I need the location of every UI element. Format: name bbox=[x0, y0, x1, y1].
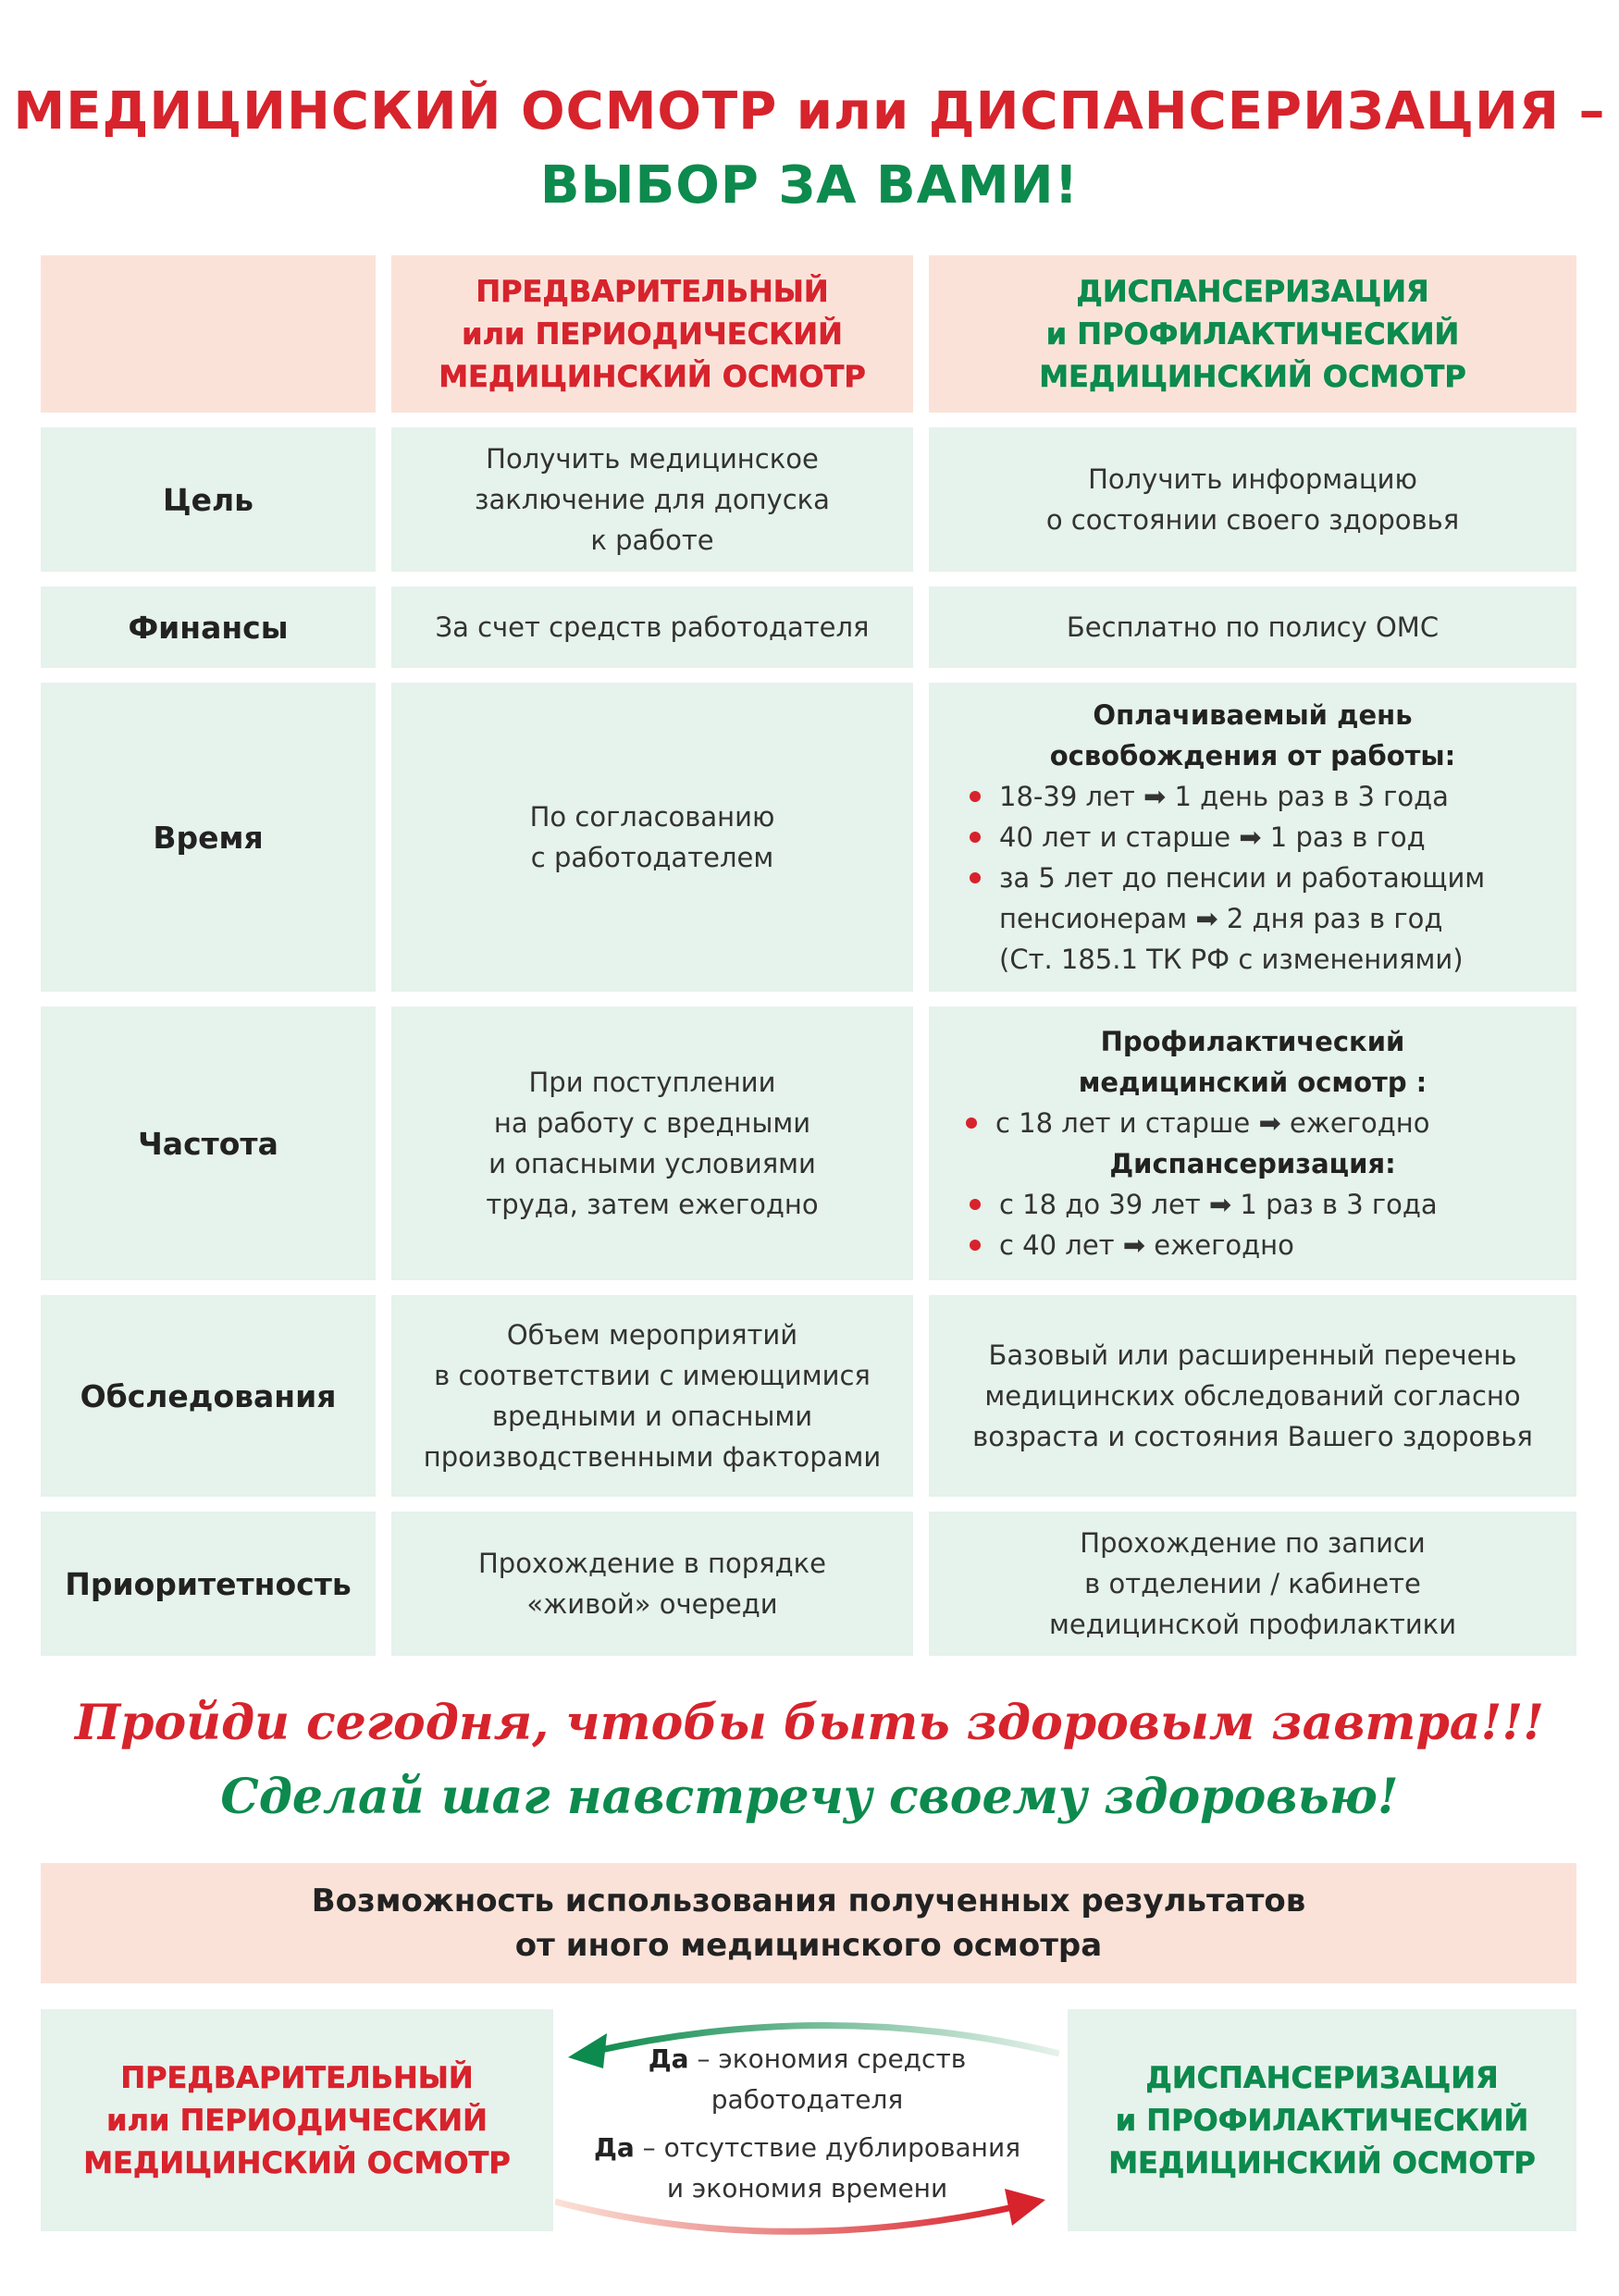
exchange-text-1b: работодателя bbox=[711, 2084, 904, 2115]
text-line: и опасными условиями bbox=[488, 1148, 816, 1179]
text-line: в отделении / кабинете bbox=[1084, 1568, 1421, 1599]
text-line: При поступлении bbox=[528, 1067, 776, 1098]
box-line: ПРЕДВАРИТЕЛЬНЫЙ bbox=[120, 2060, 474, 2095]
time-right-title: Оплачиваемый день bbox=[1093, 699, 1413, 731]
text-line: на работу с вредными bbox=[493, 1107, 811, 1139]
list-item: 18-39 лет ➡ 1 день раз в 3 года bbox=[966, 776, 1485, 817]
text-line: с работодателем bbox=[530, 842, 774, 873]
text-line: Объем мероприятий bbox=[506, 1319, 798, 1351]
exchange-text-1 bbox=[555, 2039, 1059, 2080]
text-line: возраста и состояния Вашего здоровья bbox=[972, 1421, 1533, 1452]
row-label-time: Время bbox=[41, 683, 376, 992]
frequency-list-2 bbox=[966, 1184, 1438, 1265]
exchange-text-2b: и экономия времени bbox=[666, 2173, 948, 2203]
text-line: Получить информацию bbox=[1088, 463, 1417, 495]
text-line: Бесплатно по полису ОМС bbox=[1066, 611, 1440, 643]
header-left-line: МЕДИЦИНСКИЙ ОСМОТР bbox=[439, 359, 866, 394]
text-line: «живой» очереди bbox=[526, 1588, 778, 1620]
finance-right bbox=[929, 586, 1576, 668]
frequency-title: медицинский осмотр : bbox=[1078, 1067, 1427, 1098]
text-line: в соответствии с имеющимися bbox=[434, 1360, 871, 1391]
goal-left bbox=[391, 427, 913, 572]
priority-right bbox=[929, 1512, 1576, 1656]
list-item: с 18 лет и старше ➡ ежегодно bbox=[962, 1103, 1430, 1143]
slogan-line2: Сделай шаг навстречу своему здоровью! bbox=[220, 1769, 1399, 1825]
results-exchange bbox=[555, 2017, 1059, 2239]
results-title-line: Возможность использования полученных результатов bbox=[311, 1882, 1306, 1920]
box-line: ДИСПАНСЕРИЗАЦИЯ bbox=[1145, 2060, 1499, 2095]
text-line: о состоянии своего здоровья bbox=[1045, 504, 1460, 536]
list-item-continuation: (Ст. 185.1 ТК РФ с изменениями) bbox=[999, 944, 1464, 975]
header-right-line: ДИСПАНСЕРИЗАЦИЯ bbox=[1076, 274, 1429, 309]
results-title-band bbox=[41, 1863, 1576, 1983]
frequency-right bbox=[929, 1006, 1576, 1280]
box-line: и ПРОФИЛАКТИЧЕСКИЙ bbox=[1115, 2103, 1529, 2138]
header-left-line: ПРЕДВАРИТЕЛЬНЫЙ bbox=[476, 274, 829, 309]
text-line: к работе bbox=[590, 525, 714, 556]
list-item: 40 лет и старше ➡ 1 раз в год bbox=[966, 817, 1485, 858]
row-label-goal: Цель bbox=[41, 427, 376, 572]
results-box-medical-exam bbox=[41, 2009, 553, 2231]
time-right-title: освобождения от работы: bbox=[1049, 740, 1456, 772]
text-line: Получить медицинское bbox=[486, 443, 819, 475]
frequency-list-1 bbox=[962, 1103, 1430, 1143]
goal-right bbox=[929, 427, 1576, 572]
text-line: Базовый или расширенный перечень bbox=[988, 1339, 1517, 1371]
header-dispensary bbox=[929, 255, 1576, 413]
time-bullet-list bbox=[966, 776, 1485, 980]
page-title-line2: ВЫБОР ЗА ВАМИ! bbox=[539, 155, 1080, 216]
exchange-text: – отсутствие дублирования bbox=[634, 2132, 1021, 2163]
text-line: медицинской профилактики bbox=[1048, 1609, 1457, 1640]
slogan-line1: Пройди сегодня, чтобы быть здоровым завтра!!! bbox=[75, 1695, 1544, 1751]
page-title-line1: МЕДИЦИНСКИЙ ОСМОТР или ДИСПАНСЕРИЗАЦИЯ – bbox=[13, 81, 1606, 142]
exchange-yes: Да bbox=[648, 2043, 689, 2074]
list-item: за 5 лет до пенсии и работающим bbox=[966, 858, 1485, 898]
text-line: Прохождение в порядке bbox=[477, 1548, 827, 1579]
frequency-left bbox=[391, 1006, 913, 1280]
text-line: По согласованию bbox=[529, 801, 775, 833]
list-item: с 40 лет ➡ ежегодно bbox=[966, 1225, 1438, 1265]
row-label-priority: Приоритетность bbox=[41, 1512, 376, 1656]
priority-left bbox=[391, 1512, 913, 1656]
header-left-line: или ПЕРИОДИЧЕСКИЙ bbox=[462, 316, 843, 352]
text-line: За счет средств работодателя bbox=[435, 611, 870, 643]
header-right-line: и ПРОФИЛАКТИЧЕСКИЙ bbox=[1045, 316, 1460, 352]
row-label-finance: Финансы bbox=[41, 586, 376, 668]
box-line: МЕДИЦИНСКИЙ ОСМОТР bbox=[1108, 2145, 1536, 2180]
row-label-frequency: Частота bbox=[41, 1006, 376, 1280]
frequency-title: Диспансеризация: bbox=[1109, 1148, 1396, 1179]
text-line: вредными и опасными bbox=[491, 1401, 813, 1432]
frequency-title: Профилактический bbox=[1100, 1026, 1405, 1057]
text-line: Прохождение по записи bbox=[1080, 1527, 1426, 1559]
time-right bbox=[929, 683, 1576, 992]
exchange-yes: Да bbox=[593, 2132, 635, 2163]
exams-left bbox=[391, 1295, 913, 1497]
results-box-dispensary bbox=[1068, 2009, 1576, 2231]
list-item: с 18 до 39 лет ➡ 1 раз в 3 года bbox=[966, 1184, 1438, 1225]
header-right-line: МЕДИЦИНСКИЙ ОСМОТР bbox=[1039, 359, 1466, 394]
exchange-text-2 bbox=[555, 2128, 1059, 2168]
text-line: медицинских обследований согласно bbox=[984, 1380, 1521, 1412]
row-label-exams: Обследования bbox=[41, 1295, 376, 1497]
text-line: труда, затем ежегодно bbox=[486, 1189, 819, 1220]
time-left bbox=[391, 683, 913, 992]
exams-right bbox=[929, 1295, 1576, 1497]
text-line: заключение для допуска bbox=[475, 484, 830, 515]
header-medical-exam bbox=[391, 255, 913, 413]
finance-left bbox=[391, 586, 913, 668]
text-line: производственными факторами bbox=[423, 1441, 882, 1473]
exchange-text: – экономия средств bbox=[688, 2043, 967, 2074]
header-empty-cell bbox=[41, 255, 376, 413]
box-line: МЕДИЦИНСКИЙ ОСМОТР bbox=[83, 2145, 511, 2180]
results-title-line: от иного медицинского осмотра bbox=[514, 1927, 1103, 1964]
box-line: или ПЕРИОДИЧЕСКИЙ bbox=[106, 2103, 488, 2138]
list-item-continuation: пенсионерам ➡ 2 дня раз в год bbox=[999, 903, 1443, 934]
